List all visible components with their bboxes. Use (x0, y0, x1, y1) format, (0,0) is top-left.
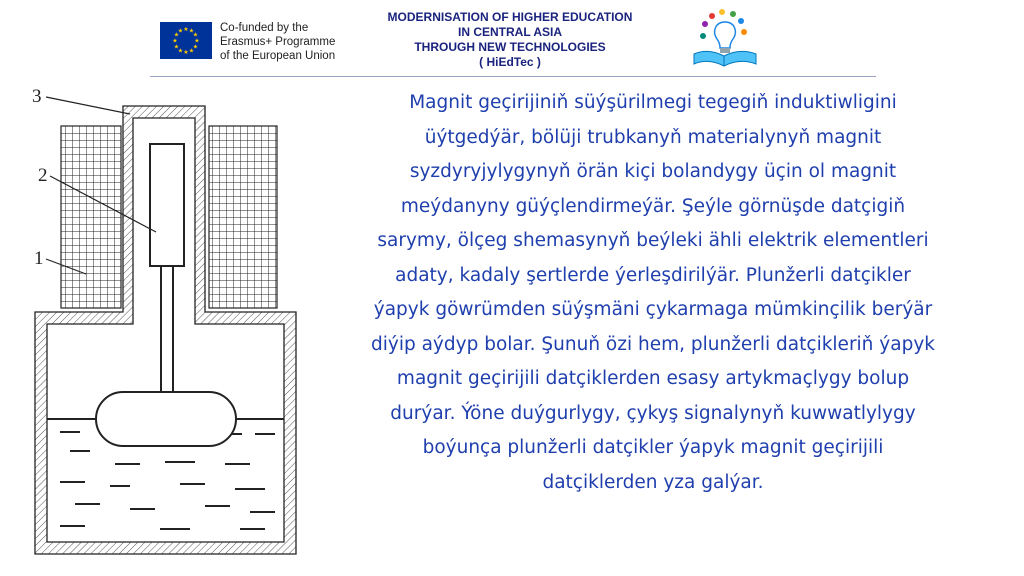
plunger-rod (161, 266, 173, 394)
project-title (345, 10, 675, 70)
text-line: adaty, kadaly şertlerde ýerleşdirilýär. Plunžerli datçikler (395, 264, 911, 286)
coil-left (61, 126, 121, 308)
text-line: diýip aýdyp bolar. Şunuň özi hem, plunžerli datçikleriň ýapyk (371, 333, 935, 355)
eu-line-3: of the European Union (220, 50, 336, 62)
eu-line-2: Erasmus+ Programme (220, 36, 336, 48)
text-line: syzdyryjylygynyň örän kiçi bolandygy üçin ol magnit (409, 161, 897, 182)
svg-text:★: ★ (172, 37, 178, 45)
svg-text:★: ★ (192, 31, 199, 39)
text-line: sarymy, ölçeg shemasynyň beýleki ähli elektrik elementleri (377, 230, 929, 251)
svg-text:★: ★ (188, 47, 195, 55)
text-line: Magnit geçirijiniň süýşürilmegi tegegiň induktiwligini (409, 92, 897, 113)
text-line: durýar. Ýöne duýgurlygy, çykyş signalynyň kuwwatlylygy (390, 402, 916, 424)
project-title-line-2: IN CENTRAL ASIA (457, 25, 562, 39)
project-title-line-4: ( HiEdTec ) (479, 55, 541, 69)
text-line: ýapyk göwrümden süýşmäni çykarmaga mümkinçilik berýär (373, 299, 933, 320)
description-paragraph (300, 86, 1006, 500)
svg-text:★: ★ (188, 27, 195, 35)
coil-right (209, 126, 277, 308)
hiedtec-logo-icon (690, 8, 760, 70)
svg-text:★: ★ (177, 27, 184, 35)
text-line: meýdanyny güýçlendirmeýär. Şeýle görnüşde datçigiň (400, 195, 906, 217)
header-divider (150, 76, 876, 77)
label-1: 1 (34, 248, 44, 269)
project-title-line-3: THROUGH NEW TECHNOLOGIES (414, 40, 606, 54)
svg-text:★: ★ (183, 26, 189, 33)
text-line: magnit geçirijili datçiklerden esasy artykmaçlygy bolup (396, 368, 910, 389)
eu-flag-icon (160, 22, 212, 59)
float (96, 392, 236, 446)
label-3: 3 (32, 86, 42, 107)
text-line: üýtgedýär, bölüji trubkanyň materialynyň magnit (424, 126, 882, 148)
svg-text:★: ★ (183, 49, 189, 56)
svg-text:★: ★ (173, 43, 180, 51)
text-line: datçiklerden yza galýar. (542, 471, 764, 493)
text-line: boýunça plunžerli datçikler ýapyk magnit geçirijili (422, 437, 884, 458)
sensor-diagram (30, 84, 320, 564)
plunger-core (150, 144, 184, 266)
label-2: 2 (38, 165, 48, 186)
eu-cofunded-text (220, 21, 350, 63)
eu-line-1: Co-funded by the (220, 22, 309, 34)
svg-text:★: ★ (192, 43, 199, 51)
svg-text:★: ★ (194, 37, 200, 45)
svg-text:★: ★ (173, 31, 180, 39)
project-title-line-1: MODERNISATION OF HIGHER EDUCATION (387, 10, 633, 24)
svg-text:★: ★ (177, 47, 184, 55)
